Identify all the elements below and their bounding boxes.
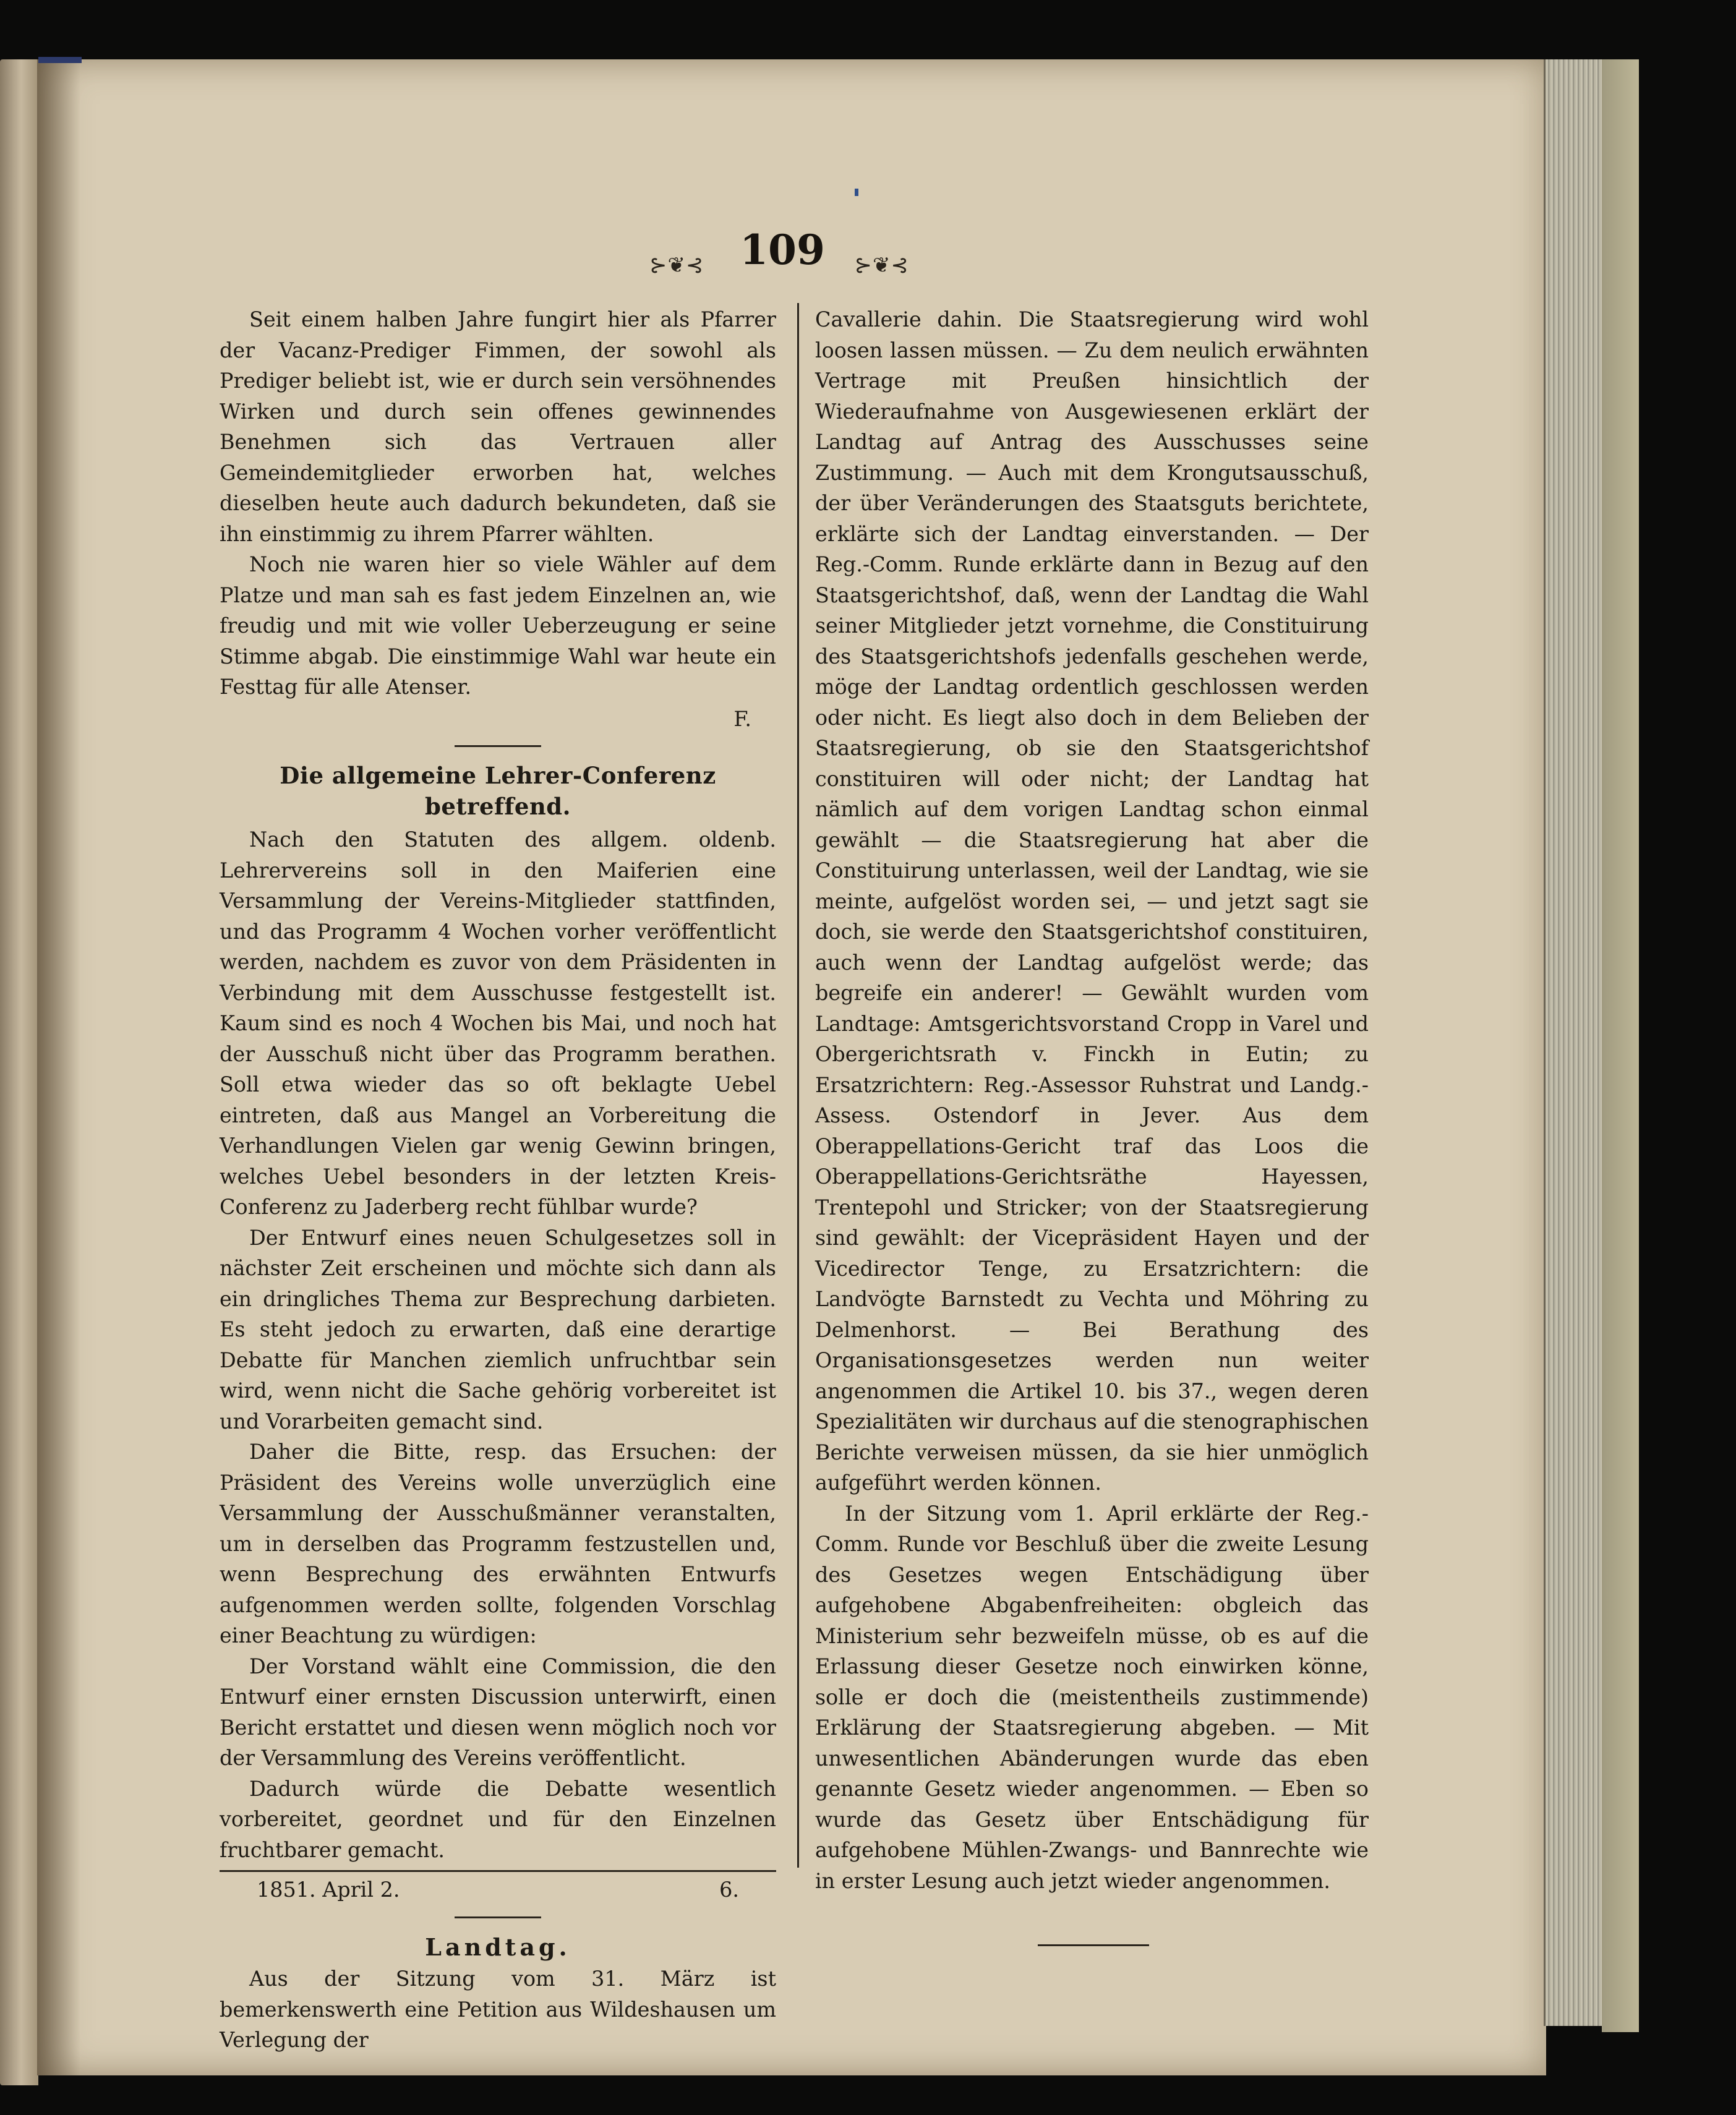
issue-number: 6. [719, 1878, 739, 1902]
page-header [643, 226, 915, 294]
end-divider [1038, 1944, 1149, 1946]
column-rule [797, 303, 799, 1868]
paragraph: Cavallerie dahin. Die Staatsregierung wird wohl loosen lassen müssen. — Zu dem neulich erwähnten Vertrage mit Preußen hinsichtlich der Wiederaufnahme von Ausgewiesenen erklärt der Landtag auf Antrag des Ausschusses seine Zustimmung. — Auch mit dem Krongutsausschuß, der über Veränderungen des Staatsguts berichtete, erklärte sich der Landtag einverstanden. — Der Reg.-Comm. Runde erklärte dann in Bezug auf den Staatsgerichtshof, daß, wenn der Landtag die Wahl seiner Mitglieder jetzt vornehme, die Constituirung des Staatsgerichtshofs jedenfalls geschehen werde, möge der Landtag ordentlich geschlossen werden oder nicht. Es liegt also doch in dem Belieben der Staatsregierung, ob sie den Staatsgerichtshof constituiren will oder nicht; der Landtag hat nämlich auf dem vorigen Landtag schon einmal gewählt — die Staatsregierung hat aber die Constituirung unterlassen, weil der Landtag, wie sie meinte, aufgelöst worden sei, — und jetzt sagt sie doch, sie werde den Staatsgerichtshof constituiren, auch wenn der Landtag aufgelöst werde; das begreife ein anderer! — Gewählt wurden vom Landtage: Amtsgerichtsvorstand Cropp in Varel und Obergerichtsrath v. Finckh in Eutin; zu Ersatzrichtern: Reg.-Assessor Ruhstrat und Landg.-Assess. Ostendorf in Jever. Aus dem Oberappellations-Gericht traf das Loos die Oberappellations-Gerichtsräthe Hayessen, Trentepohl und Stricker; von der Staatsregierung sind gewählt: der Vicepräsident Hayen und der Vicedirector Tenge, zu Ersatzrichtern: die Landvögte Barnstedt zu Vechta und Möhring zu Delmenhorst. — Bei Berathung des Organisationsgesetzes werden nun weiter angenommen die Artikel 10. bis 37., wegen deren Spezialitäten wir durchaus auf die stenographischen Berichte verweisen müssen, da sie hier unmöglich aufgeführt werden können. [815, 307, 1369, 1495]
paragraph: Nach den Statuten des allgem. oldenb. Lehrervereins soll in den Maiferien eine Versammlung der Vereins-Mitglieder stattfinden, und das Programm 4 Wochen vorher veröffentlicht werden, nachdem es zuvor von dem Präsidenten in Verbindung mit dem Ausschusse festgestellt ist. Kaum sind es noch 4 Wochen bis Mai, und noch hat der Ausschuß nicht über das Programm berathen. Soll etwa wieder das so oft beklagte Uebel eintreten, daß aus Mangel an Vorbereitung die Verhandlungen Vielen gar wenig Gewinn bringen, welches Uebel besonders in der letzten Kreis-Conferenz zu Jaderberg recht fühlbar wurde? [220, 827, 776, 1219]
page-gutter-shadow [37, 59, 80, 2075]
paragraph: Daher die Bitte, resp. das Ersuchen: der Präsident des Vereins wolle unverzüglich eine Versammlung der Ausschußmänner veranstalten, um in derselben das Programm festzustellen und, wenn Besprechung des erwähnten Entwurfs aufgenommen werden sollte, folgenden Vorschlag einer Beachtung zu würdigen: [220, 1440, 776, 1647]
paragraph: In der Sitzung vom 1. April erklärte der Reg.-Comm. Runde vor Beschluß über die zweite Lesung des Gesetzes wegen Entschädigung über aufgehobene Abgabenfreiheiten: obgleich das Ministerium sehr bezweifeln müsse, ob es auf die Erlassung dieser Gesetze noch einwirken könne, solle er doch die (meistentheils zustimmende) Erklärung der Staatsregierung abgeben. — Mit unwesentlichen Abänderungen wurde das eben genannte Gesetz wieder angenommen. — Eben so wurde das Gesetz über Entschädigung für aufgehobene Mühlen-Zwangs- und Bannrechte wie in erster Lesung auch jetzt wieder angenommen. [815, 1501, 1369, 1893]
binding-mark [38, 57, 82, 63]
section-divider [455, 1916, 541, 1918]
book-cover-edge [1602, 59, 1639, 2032]
paragraph: Noch nie waren hier so viele Wähler auf dem Platze und man sah es fast jedem Einzelnen an, wie freudig und mit wie voller Ueberzeugung er seine Stimme abgab. Die einstimmige Wahl war heute ein Festtag für alle Atenser. [220, 552, 776, 699]
ornament-right-icon: ⊱❦⊰ [854, 253, 909, 278]
dateline [220, 1870, 776, 1905]
ink-dot [855, 189, 858, 196]
paragraph: Dadurch würde die Debatte wesentlich vorbereitet, geordnet und für den Einzelnen fruchtbarer gemacht. [220, 1776, 776, 1862]
signature: F. [733, 706, 751, 731]
date: 1851. April 2. [257, 1878, 400, 1902]
paragraph: Aus der Sitzung vom 31. März ist bemerkenswerth eine Petition aus Wildeshausen um Verlegung der [220, 1967, 776, 2052]
paragraph: Seit einem halben Jahre fungirt hier als Pfarrer der Vacanz-Prediger Fimmen, der sowohl als Prediger beliebt ist, wie er durch sein versöhnendes Wirken und durch sein offenes gewinnendes Benehmen sich das Vertrauen aller Gemeindemitglieder erworben hat, welches dieselben heute auch dadurch bekundeten, daß sie ihn einstimmig zu ihrem Pfarrer wählten. [220, 307, 776, 546]
paragraph: Der Entwurf eines neuen Schulgesetzes soll in nächster Zeit erscheinen und möchte sich dann als ein dringliches Thema zur Besprechung darbieten. Es steht jedoch zu erwarten, daß eine derartige Debatte für Manchen ziemlich unfruchtbar sein wird, wenn nicht die Sache gehörig vorbereitet ist und Vorarbeiten gemacht sind. [220, 1225, 776, 1434]
ornament-left-icon: ⊱❦⊰ [649, 253, 704, 278]
page-number: 109 [740, 226, 825, 274]
right-column [815, 304, 1369, 1946]
left-page-edge [0, 59, 38, 2085]
paragraph: Der Vorstand wählt eine Commission, die den Entwurf einer ernsten Discussion unterwirft, einen Bericht erstattet und diesen wenn möglich noch vor der Versammlung des Vereins veröffentlicht. [220, 1654, 776, 1770]
section-divider [455, 745, 541, 747]
left-column [220, 304, 776, 2056]
section-heading: Landtag. [425, 1933, 571, 1961]
article-heading: Die allgemeine Lehrer-Conferenz betreffend. [280, 762, 716, 820]
